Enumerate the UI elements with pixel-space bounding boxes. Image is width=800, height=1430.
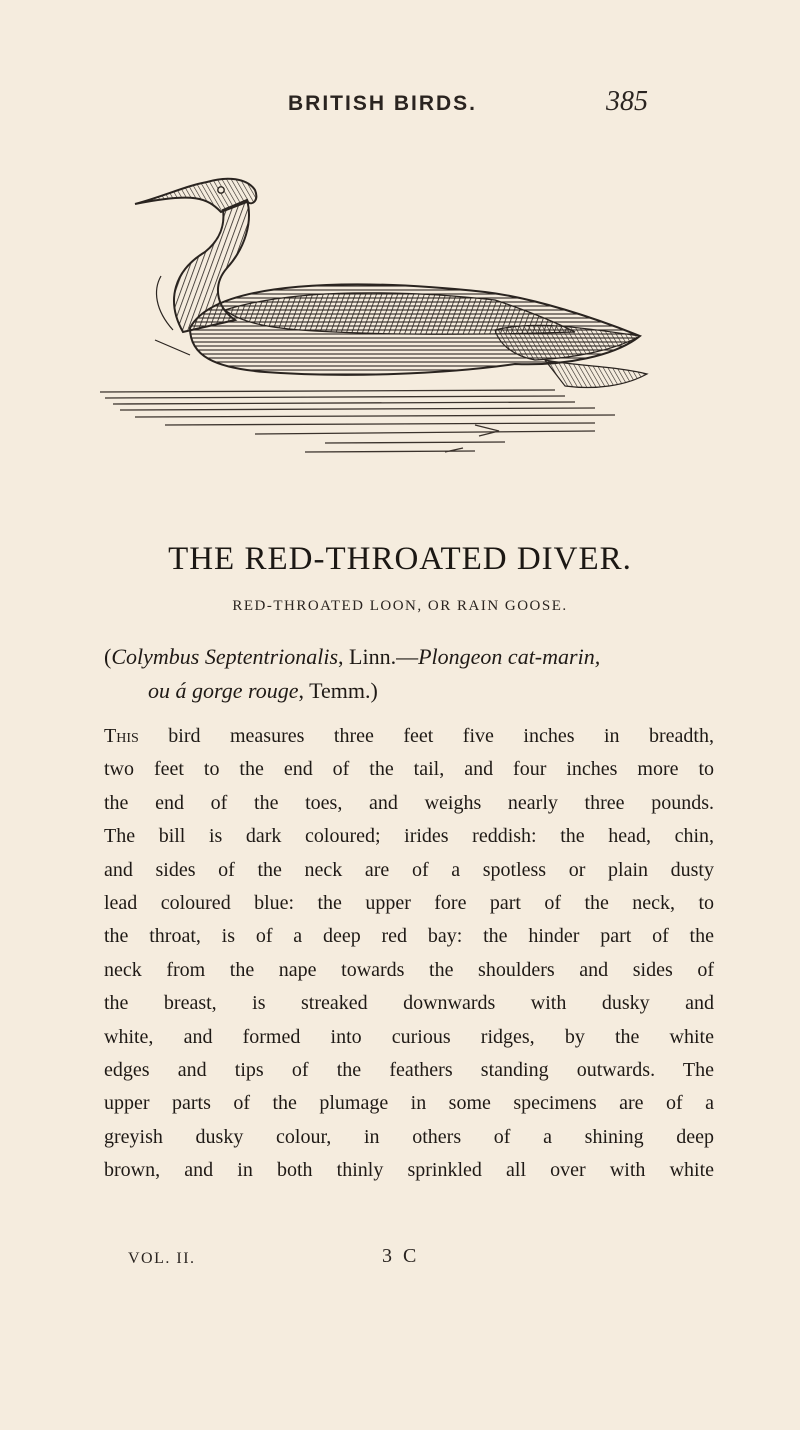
body-line: the end of the toes, and weighs nearly three pounds. — [104, 791, 714, 814]
body-line: neck from the nape towards the shoulders and sides of — [104, 958, 714, 981]
volume-label: VOL. II. — [128, 1250, 196, 1267]
body-line: The bill is dark coloured; irides reddish: the head, chin, — [104, 825, 714, 848]
body-line: and sides of the neck are of a spotless or plain dusty — [104, 858, 714, 881]
body-first-word: This — [104, 725, 139, 747]
article-subtitle: RED-THROATED LOON, OR RAIN GOOSE. — [232, 598, 568, 614]
french-name-2: ou á gorge rouge — [148, 678, 299, 703]
body-line: brown, and in both thinly sprinkled all over with white — [104, 1159, 714, 1182]
bird-illustration — [95, 160, 665, 500]
red-throated-diver-engraving-icon — [95, 160, 665, 500]
synonymy-line-2 — [104, 674, 724, 708]
scientific-name: Colymbus Septentrionalis — [111, 644, 339, 669]
body-line: This bird measures three feet five inches in breadth, — [104, 725, 714, 747]
body-line: upper parts of the plumage in some specimens are of a — [104, 1092, 714, 1115]
synonymy — [104, 640, 724, 708]
body-line: edges and tips of the feathers standing outwards. The — [104, 1059, 714, 1082]
temminck-authority: , Temm.) — [298, 678, 378, 703]
body-line: lead coloured blue: the upper fore part of the neck, to — [104, 892, 714, 915]
body-paragraph — [104, 720, 714, 1188]
body-line: greyish dusky colour, in others of a shining deep — [104, 1125, 714, 1148]
body-line: white, and formed into curious ridges, by the white — [104, 1025, 714, 1048]
running-head: BRITISH BIRDS. — [288, 92, 478, 115]
body-line: the breast, is streaked downwards with dusky and — [104, 992, 714, 1015]
page-number: 385 — [606, 86, 648, 117]
synonymy-comma: , — [594, 644, 601, 669]
linnaeus-authority: , Linn.— — [338, 644, 419, 669]
french-name-1: Plongeon cat-marin — [418, 644, 595, 669]
open-paren: ( — [104, 644, 112, 669]
signature-mark: 3 C — [382, 1245, 420, 1267]
synonymy-line-1 — [104, 644, 600, 669]
article-title: THE RED-THROATED DIVER. — [168, 541, 632, 577]
body-line: two feet to the end of the tail, and four inches more to — [104, 758, 714, 781]
body-line: the throat, is of a deep red bay: the hinder part of the — [104, 925, 714, 948]
